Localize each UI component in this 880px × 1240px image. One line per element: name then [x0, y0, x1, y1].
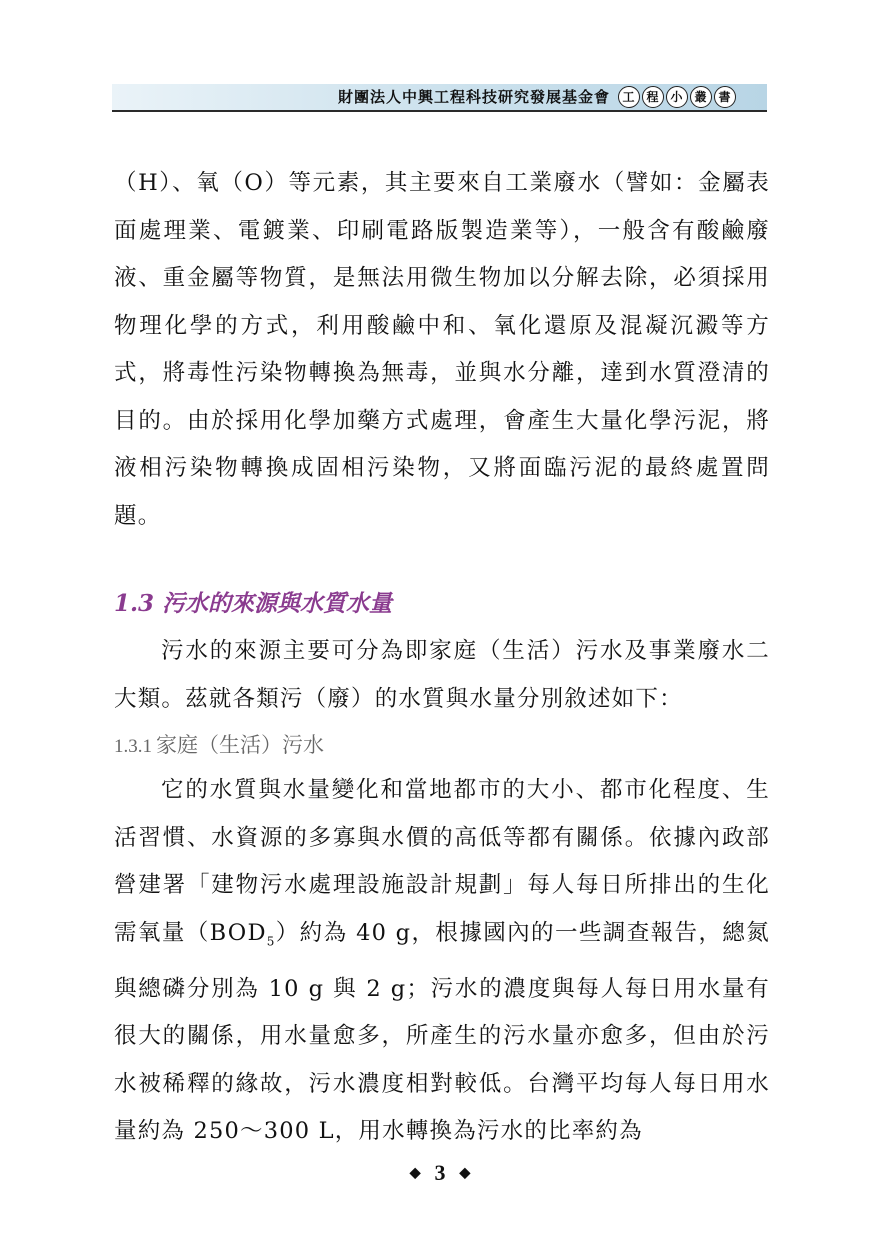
paragraph-domestic [114, 767, 770, 1156]
paragraph-continued: （H）、氧（O）等元素，其主要來自工業廢水（譬如：金屬表面處理業、電鍍業、印刷電路版製造業等），一般含有酸鹼廢液、重金屬等物質，是無法用微生物加以分解去除，必須採用物理化學的方式，利用酸鹼中和、氧化還原及混凝沉澱等方式，將毒性污染物轉換為無毒，並與水分離，達到水質澄清的目的。由於採用化學加藥方式處理，會產生大量化學污泥，將液相污染物轉換成固相污染物，又將面臨污泥的最終處置問題。 [114, 170, 770, 529]
series-char: 叢 [690, 86, 712, 108]
diamond-ornament-icon: ◆ [409, 1166, 421, 1181]
page-footer [0, 1160, 880, 1186]
running-header [338, 84, 736, 110]
subsection-heading [114, 723, 770, 767]
paragraph-sources: 污水的來源主要可分為即家庭（生活）污水及事業廢水二大類。茲就各類污（廢）的水質與水量分別敘述如下： [114, 638, 770, 712]
series-logo [616, 86, 736, 108]
page-number: 3 [434, 1160, 446, 1185]
subsection-number: 1.3.1 [114, 736, 152, 757]
bod-subscript: 5 [266, 934, 276, 948]
diamond-ornament-icon: ◆ [459, 1166, 471, 1181]
page-body [114, 160, 770, 1156]
paragraph-domestic-part2: ）約為 40 g，根據國內的一些調查報告，總氮與總磷分別為 10 g 與 2 g；污水的濃度與每人每日用水量有很大的關係，用水量愈多，所產生的污水量亦愈多，但由於污水被稀釋的緣故，污水濃度相對較低。台灣平均每人每日用水量約為 250～300 L，用水轉換為污水的比率約為 [114, 919, 770, 1144]
section-heading: 1.3 污水的來源與水質水量 [114, 590, 393, 617]
subsection-title: 家庭（生活）污水 [156, 733, 324, 757]
header-org-name: 財團法人中興工程科技研究發展基金會 [337, 88, 610, 106]
series-char: 工 [618, 86, 640, 108]
series-char: 小 [666, 86, 688, 108]
header-rule [112, 110, 767, 112]
series-char: 書 [714, 86, 736, 108]
series-char: 程 [642, 86, 664, 108]
paragraph-domestic-part1: 它的水質與水量變化和當地都市的大小、都市化程度、生活習慣、水資源的多寡與水價的高低等都有關係。依據內政部營建署「建物污水處理設施設計規劃」每人每日所排出的生化需氧量（BOD [114, 777, 770, 946]
